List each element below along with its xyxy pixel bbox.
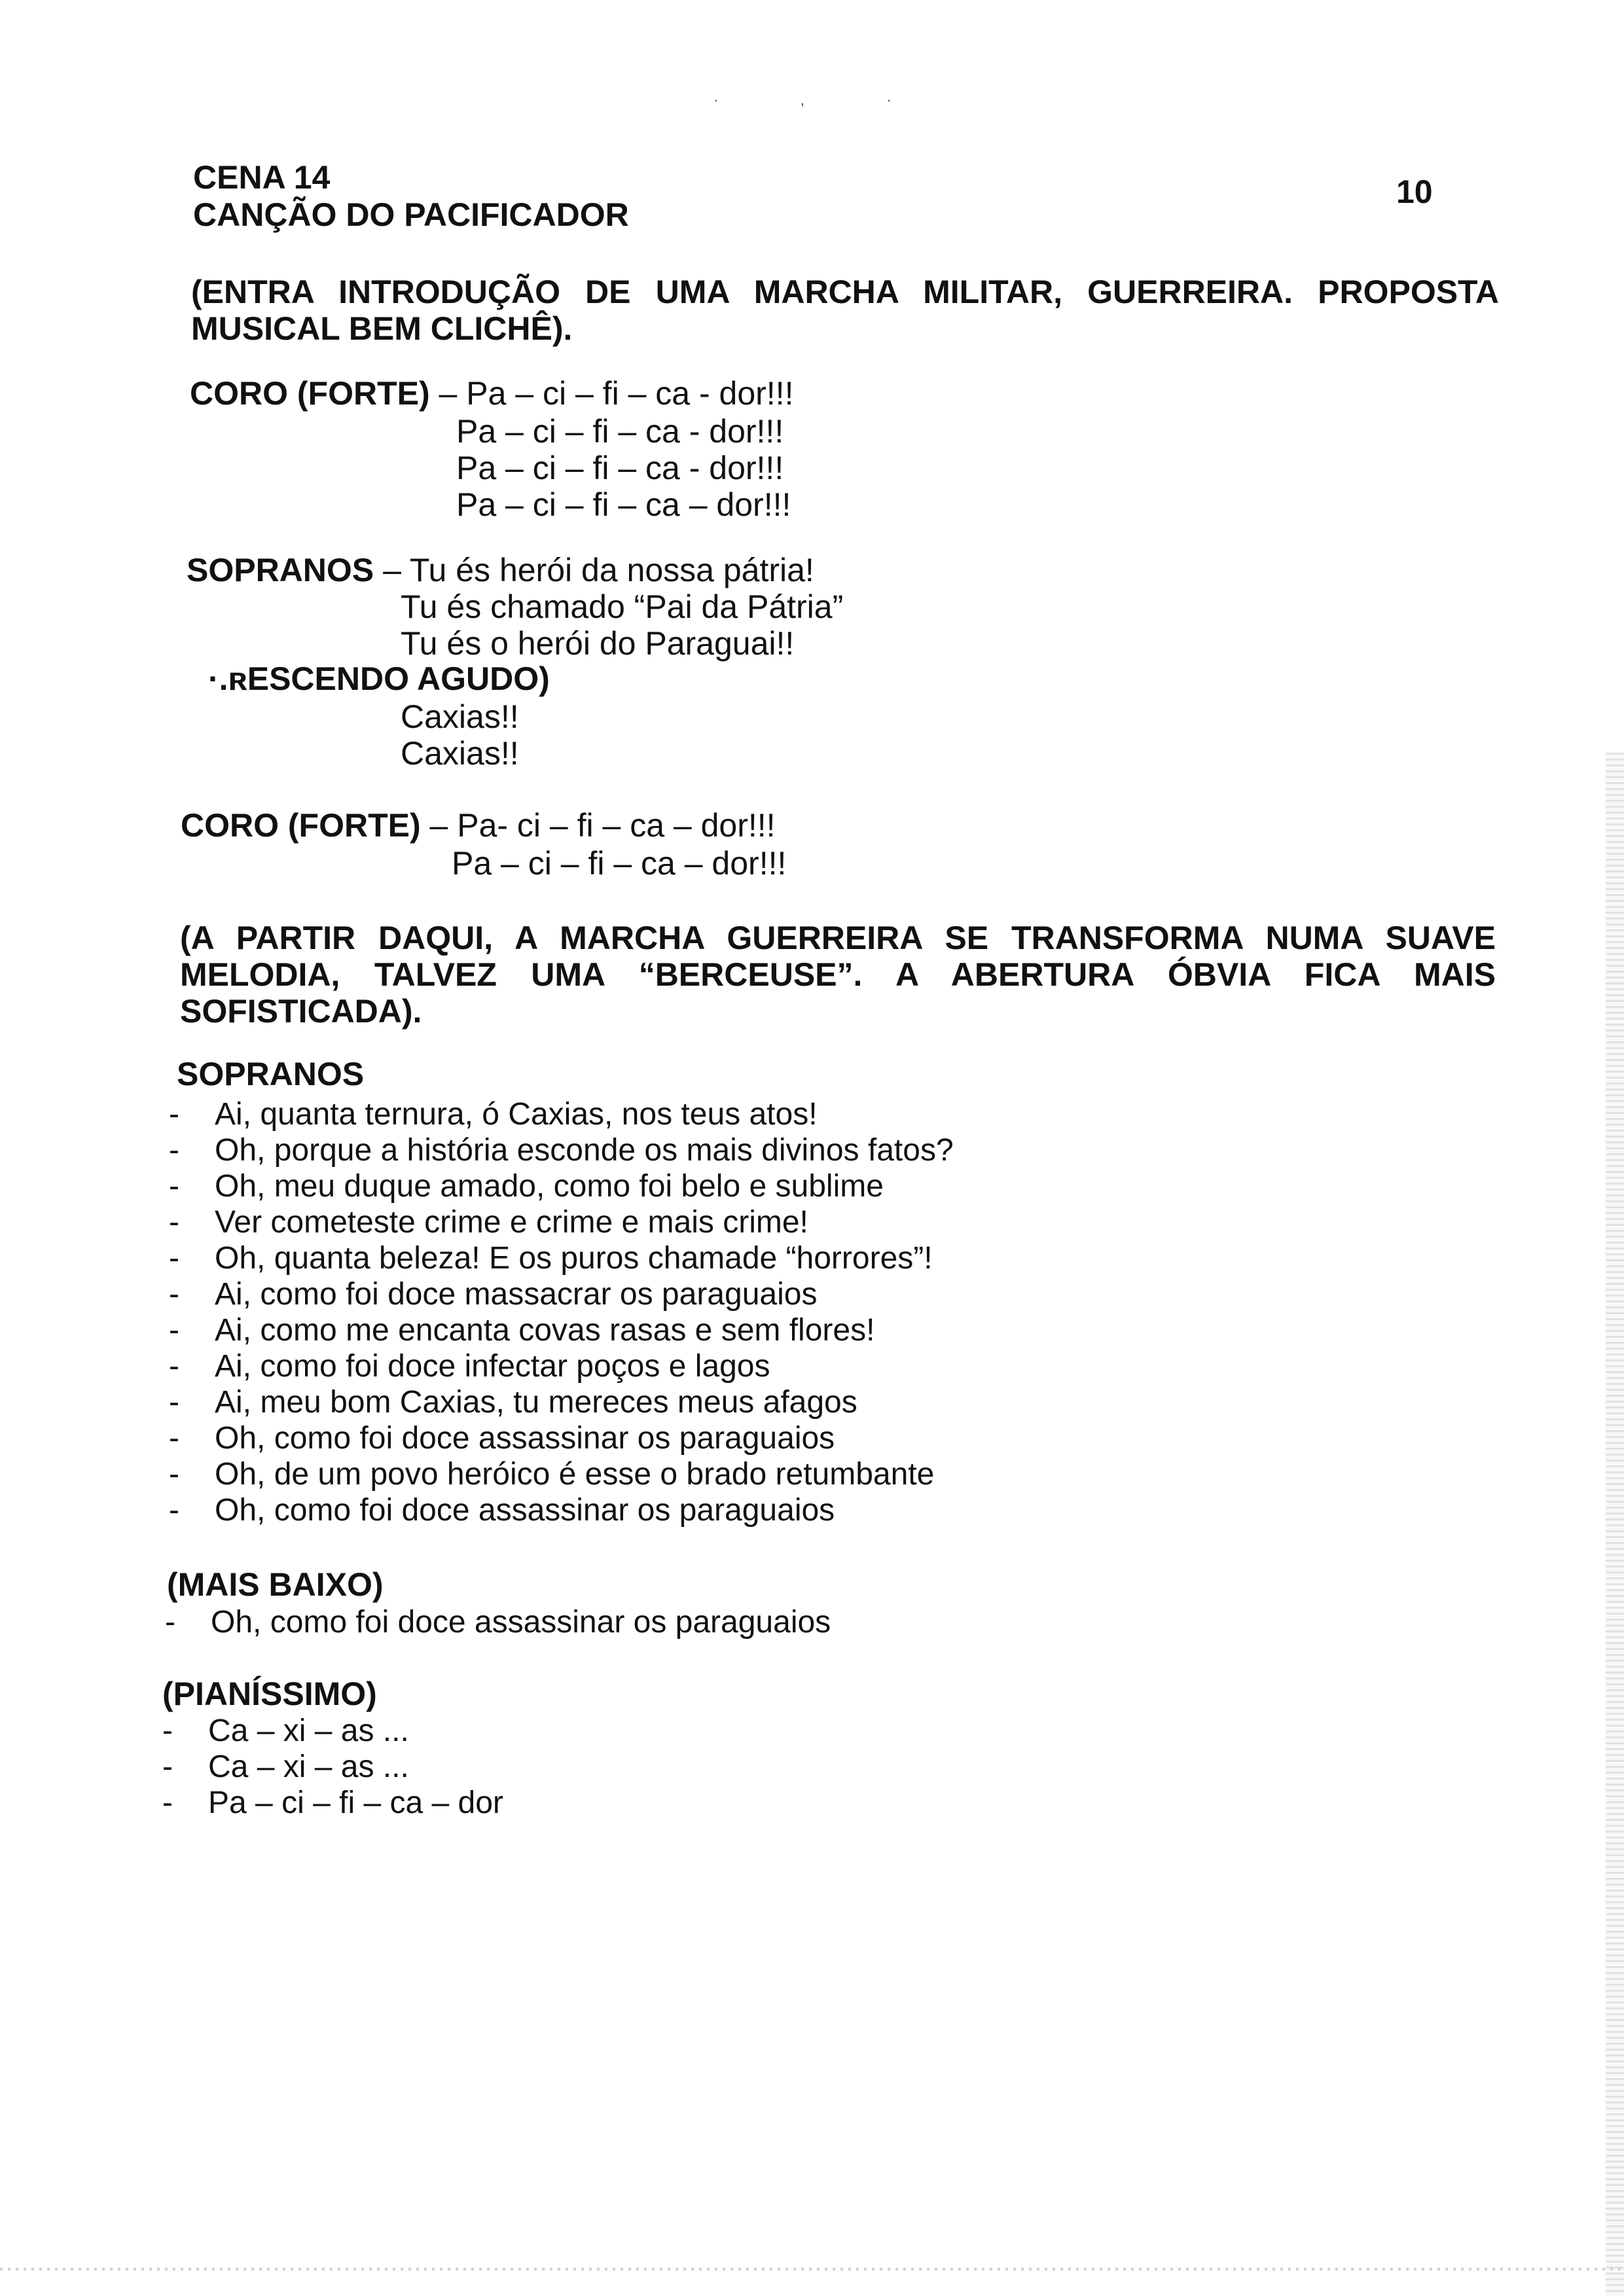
scan-specks: · ‚ · xyxy=(713,92,931,108)
lyric-line: Tu és herói da nossa pátria! xyxy=(409,552,814,588)
lyric-list-item: - Oh, como foi doce assassinar os paraguaios xyxy=(169,1493,835,1528)
sopranos-block-1 xyxy=(187,552,814,588)
lyric-list-item: - Ai, meu bom Caxias, tu mereces meus afagos xyxy=(169,1385,857,1420)
section-heading-mais-baixo: (MAIS BAIXO) xyxy=(167,1566,384,1603)
lyric-line: Pa- ci – fi – ca – dor!!! xyxy=(457,807,776,844)
lyric-line: Pa – ci – fi – ca - dor!!! xyxy=(456,450,784,486)
lyric-list-item: - Oh, de um povo heróico é esse o brado retumbante xyxy=(169,1457,935,1492)
lyric-line: Pa – ci – fi – ca - dor!!! xyxy=(456,413,784,450)
lyric-line: Tu és o herói do Paraguai!! xyxy=(401,625,795,662)
coro-block-1 xyxy=(190,375,793,412)
lyric-list-item: - Oh, como foi doce assassinar os paraguaios xyxy=(165,1605,831,1640)
scene-title: CANÇÃO DO PACIFICADOR xyxy=(193,196,629,233)
lyric-list-item: - Ai, quanta ternura, ó Caxias, nos teus atos! xyxy=(169,1097,818,1132)
lyric-list-item: - Pa – ci – fi – ca – dor xyxy=(162,1785,503,1820)
section-heading-sopranos: SOPRANOS xyxy=(177,1056,365,1092)
speaker-label: SOPRANOS xyxy=(187,552,374,588)
speaker-label: CORO (FORTE) xyxy=(181,807,421,844)
lyric-list-item: - Oh, meu duque amado, como foi belo e sublime xyxy=(169,1169,884,1204)
scan-bottom-artifact xyxy=(0,2268,1624,2270)
section-heading-pianissimo: (PIANÍSSIMO) xyxy=(162,1676,377,1712)
lyric-line: Pa – ci – fi – ca – dor!!! xyxy=(452,845,787,882)
lyric-list-item: - Ver cometeste crime e crime e mais crime! xyxy=(169,1205,808,1240)
lyric-list-item: - Oh, quanta beleza! E os puros chamade “horrores”! xyxy=(169,1241,933,1276)
coro-block-2 xyxy=(181,807,776,844)
lyric-list-item: - Ca – xi – as ... xyxy=(162,1713,409,1748)
stage-direction-transition: (A PARTIR DAQUI, A MARCHA GUERREIRA SE TRANSFORMA NUMA SUAVE MELODIA, TALVEZ UMA “BERCEUSE”. A ABERTURA ÓBVIA FICA MAIS SOFISTICADA). xyxy=(180,920,1496,1030)
scene-number: CENA 14 xyxy=(193,159,331,196)
crescendo-direction: ·.ʀESCENDO AGUDO) xyxy=(208,660,550,697)
lyric-line: Caxias!! xyxy=(401,698,519,735)
lyric-list-item: - Oh, porque a história esconde os mais divinos fatos? xyxy=(169,1133,954,1168)
lyric-list-item: - Ai, como foi doce infectar poços e lagos xyxy=(169,1349,770,1384)
page-number: 10 xyxy=(1396,173,1433,210)
stage-direction-intro: (ENTRA INTRODUÇÃO DE UMA MARCHA MILITAR, GUERREIRA. PROPOSTA MUSICAL BEM CLICHÊ). xyxy=(191,274,1499,347)
lyric-list-item: - Ca – xi – as ... xyxy=(162,1749,409,1784)
speaker-separator: – xyxy=(420,807,458,844)
lyric-line: Pa – ci – fi – ca - dor!!! xyxy=(466,375,794,412)
speaker-separator: – xyxy=(374,552,410,588)
lyric-line: Caxias!! xyxy=(401,735,519,772)
speaker-separator: – xyxy=(429,375,467,412)
lyric-line: Pa – ci – fi – ca – dor!!! xyxy=(456,486,791,523)
scan-edge-artifact xyxy=(1606,753,1624,2296)
lyric-line: Tu és chamado “Pai da Pátria” xyxy=(401,588,844,625)
speaker-label: CORO (FORTE) xyxy=(190,375,430,412)
lyric-list-item: - Ai, como foi doce massacrar os paraguaios xyxy=(169,1277,818,1312)
lyric-list-item: - Oh, como foi doce assassinar os paraguaios xyxy=(169,1421,835,1456)
lyric-list-item: - Ai, como me encanta covas rasas e sem flores! xyxy=(169,1313,875,1348)
